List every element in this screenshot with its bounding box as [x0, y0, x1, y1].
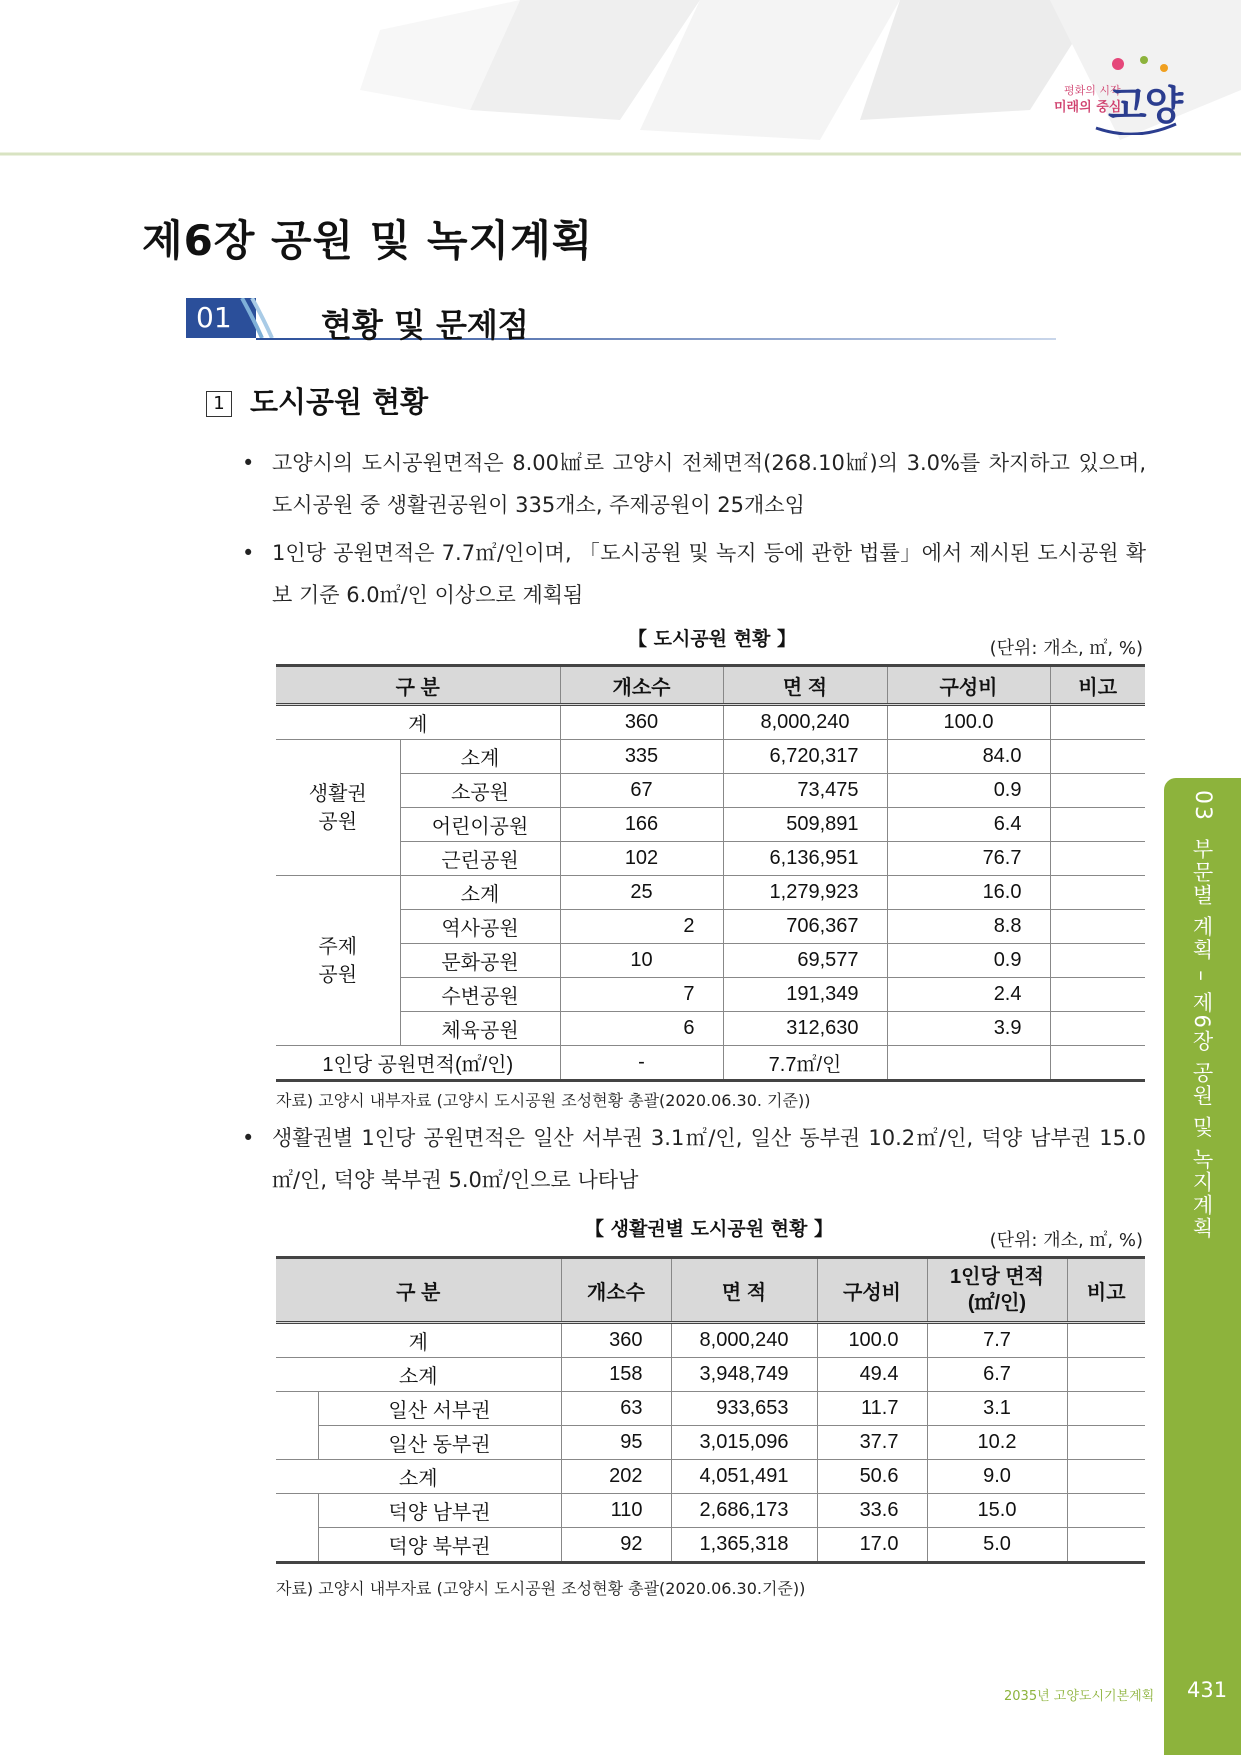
cell-area: 509,891: [723, 808, 887, 842]
bullet-2: • 1인당 공원면적은 7.7㎡/인이며, 「도시공원 및 녹지 등에 관한 법률」에서 제시된 도시공원 확보 기준 6.0㎡/인 이상으로 계획됨: [272, 532, 1146, 616]
cell-area: 1,279,923: [723, 876, 887, 910]
row-label: 수변공원: [400, 978, 560, 1012]
table-row: [276, 910, 1145, 944]
cell-ratio: 2.4: [887, 978, 1050, 1012]
row-label: 역사공원: [400, 910, 560, 944]
cell-count: 335: [560, 740, 723, 774]
header-ratio: 구성비: [817, 1258, 927, 1323]
cell-count: 67: [560, 774, 723, 808]
bullet-1: • 고양시의 도시공원면적은 8.00㎢로 고양시 전체면적(268.10㎢)의 3.0%를 차지하고 있으며, 도시공원 중 생활권공원이 335개소, 주제공원이 25개소임: [272, 442, 1146, 526]
table-row: [276, 1528, 1145, 1563]
indent-cell: [276, 1494, 318, 1563]
cell-note: [1067, 1358, 1145, 1392]
cell-ratio: 16.0: [887, 876, 1050, 910]
header-note: 비고: [1067, 1258, 1145, 1323]
table-row: [276, 808, 1145, 842]
cell-area: 8,000,240: [671, 1323, 817, 1358]
cell-ratio: 17.0: [817, 1528, 927, 1563]
cell-area: 933,653: [671, 1392, 817, 1426]
cell-ratio: 0.9: [887, 774, 1050, 808]
row-label: 소계: [400, 876, 560, 910]
cell-count: 102: [560, 842, 723, 876]
cell-area: 73,475: [723, 774, 887, 808]
cell-note: [1067, 1323, 1145, 1358]
cell-note: [1050, 740, 1145, 774]
cell-note: [1067, 1392, 1145, 1426]
row-label: 소계: [276, 1358, 561, 1392]
logo-slogan-2: 미래의 중심: [1054, 100, 1122, 115]
table-header-row: [276, 666, 1145, 705]
cell-ratio: 3.9: [887, 1012, 1050, 1046]
cell-ratio: [887, 1046, 1050, 1081]
chapter-title: 제6장 공원 및 녹지계획: [142, 216, 594, 265]
table-row: [276, 978, 1145, 1012]
header-count: 개소수: [560, 666, 723, 705]
header-category: 구 분: [276, 1258, 561, 1323]
table2-unit: (단위: 개소, ㎡, %): [989, 1230, 1143, 1251]
row-label: 계: [276, 1323, 561, 1358]
cell-area: 312,630: [723, 1012, 887, 1046]
subsection-title: 도시공원 현황: [250, 385, 429, 419]
table-row: [276, 1323, 1145, 1358]
row-label: 일산 서부권: [318, 1392, 561, 1426]
cell-count: 360: [560, 705, 723, 740]
cell-count: 360: [561, 1323, 671, 1358]
table-header-row: [276, 1258, 1145, 1323]
cell-ratio: 50.6: [817, 1460, 927, 1494]
footer-plan-name: 2035년 고양도시기본계획: [1004, 1689, 1155, 1704]
row-label: 덕양 북부권: [318, 1528, 561, 1563]
cell-area: 6,720,317: [723, 740, 887, 774]
table-row: [276, 1012, 1145, 1046]
cell-note: [1050, 978, 1145, 1012]
table-row: [276, 1392, 1145, 1426]
header-ratio: 구성비: [887, 666, 1050, 705]
row-label: 1인당 공원면적(㎡/인): [276, 1046, 560, 1081]
cell-count: 10: [560, 944, 723, 978]
cell-note: [1050, 910, 1145, 944]
subsection-heading: [206, 380, 428, 421]
row-label: 체육공원: [400, 1012, 560, 1046]
cell-area: 2,686,173: [671, 1494, 817, 1528]
park-status-table: [276, 664, 1145, 1082]
header-note: 비고: [1050, 666, 1145, 705]
cell-per-capita: 6.7: [927, 1358, 1067, 1392]
cell-area: 8,000,240: [723, 705, 887, 740]
row-label: 소계: [276, 1460, 561, 1494]
header-area: 면 적: [671, 1258, 817, 1323]
cell-ratio: 84.0: [887, 740, 1050, 774]
table2-source: 자료) 고양시 내부자료 (고양시 도시공원 조성현황 총괄(2020.06.30.기준)): [276, 1579, 806, 1598]
goyang-logo: [1036, 50, 1186, 135]
cell-note: [1067, 1426, 1145, 1460]
cell-note: [1050, 876, 1145, 910]
row-label: 어린이공원: [400, 808, 560, 842]
cell-area: 6,136,951: [723, 842, 887, 876]
cell-ratio: 6.4: [887, 808, 1050, 842]
table-row: [276, 705, 1145, 740]
row-label: 문화공원: [400, 944, 560, 978]
cell-count: 2: [560, 910, 723, 944]
cell-area: 3,948,749: [671, 1358, 817, 1392]
cell-note: [1050, 774, 1145, 808]
section-title: 현황 및 문제점: [321, 306, 529, 344]
cell-note: [1050, 1012, 1145, 1046]
cell-ratio: 33.6: [817, 1494, 927, 1528]
row-label: 소계: [400, 740, 560, 774]
cell-note: [1050, 1046, 1145, 1081]
cell-count: 7: [560, 978, 723, 1012]
row-label: 덕양 남부권: [318, 1494, 561, 1528]
table2-caption: 【 생활권별 도시공원 현황 】: [585, 1218, 833, 1240]
cell-note: [1050, 808, 1145, 842]
cell-per-capita: 5.0: [927, 1528, 1067, 1563]
table-row: [276, 842, 1145, 876]
cell-ratio: 8.8: [887, 910, 1050, 944]
table-row: [276, 876, 1145, 910]
page-number: 431: [1187, 1678, 1228, 1702]
table-row: [276, 1358, 1145, 1392]
side-tab-label: [1187, 790, 1217, 1240]
table-row: [276, 740, 1145, 774]
cell-area: 4,051,491: [671, 1460, 817, 1494]
cell-area: 706,367: [723, 910, 887, 944]
cell-note: [1050, 842, 1145, 876]
cell-area: 3,015,096: [671, 1426, 817, 1460]
header-category: 구 분: [276, 666, 560, 705]
header-count: 개소수: [561, 1258, 671, 1323]
cell-per-capita: 7.7: [927, 1323, 1067, 1358]
cell-per-capita: 9.0: [927, 1460, 1067, 1494]
table1-source: 자료) 고양시 내부자료 (고양시 도시공원 조성현황 총괄(2020.06.30. 기준)): [276, 1091, 811, 1110]
cell-area: 191,349: [723, 978, 887, 1012]
cell-count: 25: [560, 876, 723, 910]
cell-area: 1,365,318: [671, 1528, 817, 1563]
table1-unit: (단위: 개소, ㎡, %): [989, 638, 1143, 659]
cell-ratio: 49.4: [817, 1358, 927, 1392]
side-tab-number: 03: [1190, 790, 1215, 822]
logo-name: 고양: [1108, 83, 1182, 129]
logo-slogan-1: 평화의 시작: [1064, 84, 1121, 97]
row-label: 일산 동부권: [318, 1426, 561, 1460]
cell-note: [1067, 1528, 1145, 1563]
cell-ratio: 11.7: [817, 1392, 927, 1426]
cell-count: 166: [560, 808, 723, 842]
row-label: 근린공원: [400, 842, 560, 876]
row-label: 소공원: [400, 774, 560, 808]
cell-count: 202: [561, 1460, 671, 1494]
cell-note: [1067, 1460, 1145, 1494]
cell-ratio: 37.7: [817, 1426, 927, 1460]
cell-area: 69,577: [723, 944, 887, 978]
cell-per-capita: 3.1: [927, 1392, 1067, 1426]
row-label: 계: [276, 705, 560, 740]
table-row: [276, 774, 1145, 808]
cell-ratio: 0.9: [887, 944, 1050, 978]
subsection-number: 1: [206, 391, 232, 417]
header-per-capita: 1인당 면적 (㎡/인): [927, 1258, 1067, 1323]
section-number: 01: [186, 298, 256, 338]
cell-count: 92: [561, 1528, 671, 1563]
cell-note: [1050, 944, 1145, 978]
side-tab-text: 부문별 계획 – 제6장 공원 및 녹지계획: [1190, 838, 1214, 1240]
cell-count: 6: [560, 1012, 723, 1046]
cell-count: 63: [561, 1392, 671, 1426]
table-row: [276, 1460, 1145, 1494]
bullet-3: • 생활권별 1인당 공원면적은 일산 서부권 3.1㎡/인, 일산 동부권 10.2㎡/인, 덕양 남부권 15.0㎡/인, 덕양 북부권 5.0㎡/인으로 나타남: [272, 1117, 1146, 1201]
cell-per-capita: 10.2: [927, 1426, 1067, 1460]
cell-ratio: 76.7: [887, 842, 1050, 876]
cell-note: [1067, 1494, 1145, 1528]
cell-count: 158: [561, 1358, 671, 1392]
indent-cell: [276, 1392, 318, 1460]
cell-count: -: [560, 1046, 723, 1081]
cell-count: 95: [561, 1426, 671, 1460]
table-row: [276, 1494, 1145, 1528]
table-row: [276, 944, 1145, 978]
group-label: 주제 공원: [276, 876, 400, 1046]
section-header: [186, 298, 1056, 344]
cell-count: 110: [561, 1494, 671, 1528]
cell-area: 7.7㎡/인: [723, 1046, 887, 1081]
cell-note: [1050, 705, 1145, 740]
cell-ratio: 100.0: [817, 1323, 927, 1358]
table-row: [276, 1046, 1145, 1081]
section-wave-icon: [240, 298, 280, 342]
cell-per-capita: 15.0: [927, 1494, 1067, 1528]
district-park-table: [276, 1256, 1145, 1564]
cell-ratio: 100.0: [887, 705, 1050, 740]
table1-caption: 【 도시공원 현황 】: [628, 628, 796, 650]
group-label: 생활권 공원: [276, 740, 400, 876]
header-area: 면 적: [723, 666, 887, 705]
table-row: [276, 1426, 1145, 1460]
